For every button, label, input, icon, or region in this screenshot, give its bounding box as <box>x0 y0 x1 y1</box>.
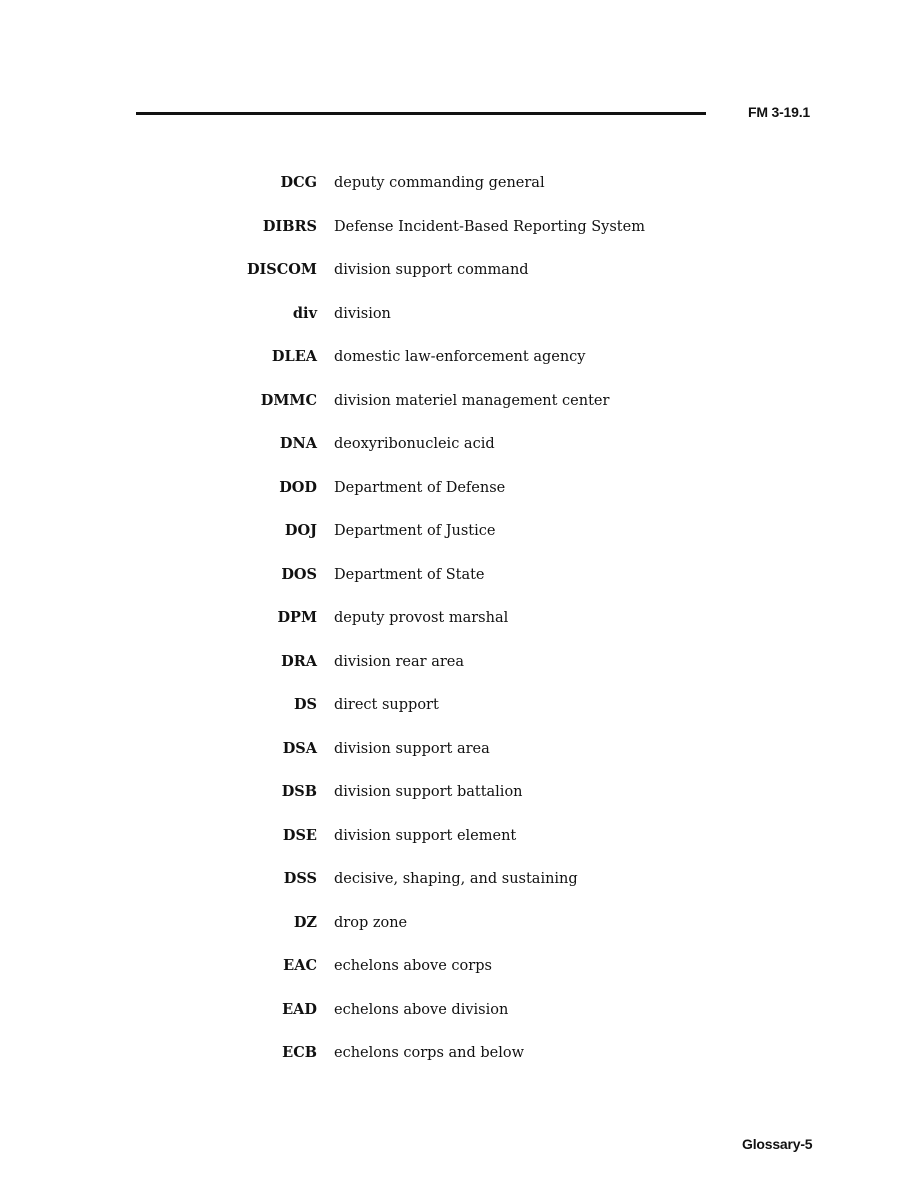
glossary-entry <box>0 823 923 867</box>
glossary-definition: decisive, shaping, and sustaining <box>334 871 578 887</box>
glossary-term: DLEA <box>271 348 317 365</box>
glossary-term: DOD <box>279 478 317 496</box>
glossary-term: DISCOM <box>246 261 317 278</box>
glossary-entry <box>0 301 923 345</box>
glossary-term: div <box>292 304 317 322</box>
glossary-definition: deputy provost marshal <box>334 610 509 626</box>
glossary-entry <box>0 431 923 475</box>
glossary-definition: division rear area <box>334 653 465 670</box>
page-number: Glossary-5 <box>742 1136 813 1152</box>
glossary-entry <box>0 910 923 954</box>
glossary-term: DRA <box>281 652 317 670</box>
glossary-term: DPM <box>277 609 317 626</box>
glossary-definition: deputy commanding general <box>334 175 545 191</box>
glossary-definition: Department of Defense <box>334 479 506 496</box>
glossary-definition: direct support <box>334 697 439 713</box>
glossary-term: DS <box>293 696 317 713</box>
glossary-definition: echelons above corps <box>334 958 492 974</box>
glossary-definition: division support area <box>334 740 490 757</box>
glossary-term: DSB <box>281 783 317 800</box>
glossary-term: EAC <box>283 957 317 974</box>
glossary-entry <box>0 388 923 432</box>
glossary-term: DZ <box>293 913 317 931</box>
glossary-term: DIBRS <box>262 217 317 235</box>
glossary-definition: Defense Incident-Based Reporting System <box>334 218 645 235</box>
glossary-entry <box>0 779 923 823</box>
glossary-term: ECB <box>282 1044 317 1061</box>
glossary-entry <box>0 605 923 649</box>
glossary-definition: Department of Justice <box>334 523 496 539</box>
glossary-term: DSS <box>283 870 317 887</box>
glossary-entry <box>0 692 923 736</box>
glossary-entry <box>0 562 923 606</box>
glossary-entry <box>0 866 923 910</box>
glossary-term: DOS <box>281 565 317 583</box>
glossary-definition: echelons above division <box>334 1001 509 1018</box>
glossary-definition: deoxyribonucleic acid <box>334 436 495 452</box>
glossary-entry <box>0 214 923 258</box>
glossary-entry <box>0 344 923 388</box>
glossary-entry <box>0 953 923 997</box>
glossary-entry <box>0 736 923 780</box>
glossary-definition: division support element <box>334 827 517 844</box>
glossary-definition: Department of State <box>334 566 485 583</box>
glossary-entry <box>0 649 923 693</box>
glossary-term: DCG <box>280 174 317 191</box>
glossary-entry <box>0 1040 923 1084</box>
glossary-definition: division support battalion <box>334 784 523 800</box>
glossary-definition: drop zone <box>334 914 408 931</box>
glossary-term: EAD <box>282 1000 317 1018</box>
glossary-definition: division support command <box>334 262 529 278</box>
document-id: FM 3-19.1 <box>748 104 810 120</box>
glossary-term: DNA <box>279 435 317 452</box>
header-rule <box>136 112 706 115</box>
glossary-entry <box>0 997 923 1041</box>
glossary-term: DOJ <box>284 522 317 539</box>
glossary-list <box>0 170 923 1084</box>
glossary-definition: echelons corps and below <box>334 1045 525 1061</box>
glossary-term: DSA <box>282 739 317 757</box>
glossary-term: DSE <box>282 826 317 844</box>
glossary-entry <box>0 475 923 519</box>
glossary-term: DMMC <box>260 391 317 409</box>
glossary-definition: domestic law-enforcement agency <box>334 349 586 365</box>
glossary-entry <box>0 170 923 214</box>
glossary-definition: division materiel management center <box>334 392 610 409</box>
glossary-entry <box>0 518 923 562</box>
glossary-entry <box>0 257 923 301</box>
glossary-definition: division <box>334 305 391 322</box>
